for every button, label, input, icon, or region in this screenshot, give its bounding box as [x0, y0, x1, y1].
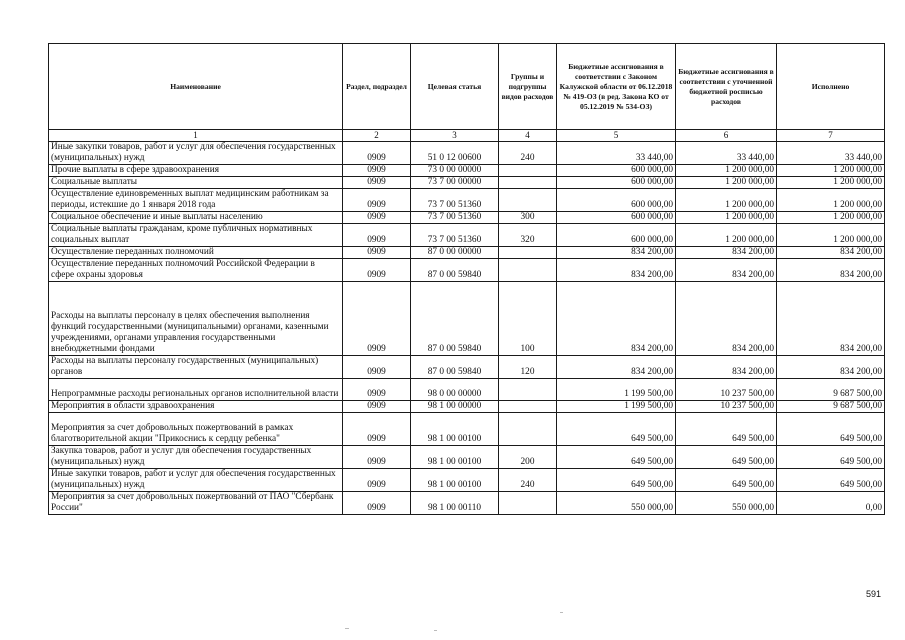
row-executed-amount: 834 200,00 — [777, 356, 885, 379]
row-group — [499, 177, 557, 189]
row-section: 0909 — [343, 356, 411, 379]
scan-speck — [345, 628, 349, 629]
row-name: Социальные выплаты — [49, 177, 343, 189]
row-executed-amount: 649 500,00 — [777, 446, 885, 469]
row-section: 0909 — [343, 492, 411, 515]
row-name: Закупка товаров, работ и услуг для обеспечения государственных (муниципальных) нужд — [49, 446, 343, 469]
row-executed-amount: 1 200 000,00 — [777, 165, 885, 177]
row-group — [499, 247, 557, 259]
table-row — [49, 165, 885, 177]
row-section: 0909 — [343, 413, 411, 446]
row-group: 200 — [499, 446, 557, 469]
row-section: 0909 — [343, 212, 411, 224]
table-body — [49, 142, 885, 515]
row-target: 73 7 00 51360 — [411, 212, 499, 224]
row-group — [499, 379, 557, 401]
row-refined-amount: 1 200 000,00 — [676, 165, 777, 177]
column-number-row — [49, 130, 885, 142]
row-section: 0909 — [343, 469, 411, 492]
row-executed-amount: 1 200 000,00 — [777, 189, 885, 212]
row-law-amount: 600 000,00 — [557, 165, 676, 177]
row-group — [499, 413, 557, 446]
row-section: 0909 — [343, 446, 411, 469]
row-name: Иные закупки товаров, работ и услуг для обеспечения государственных (муниципальных) нужд — [49, 142, 343, 165]
row-executed-amount: 0,00 — [777, 492, 885, 515]
row-law-amount: 600 000,00 — [557, 224, 676, 247]
column-number: 3 — [411, 130, 499, 142]
table-row — [49, 224, 885, 247]
row-refined-amount: 1 200 000,00 — [676, 212, 777, 224]
table-row — [49, 282, 885, 356]
row-target: 51 0 12 00600 — [411, 142, 499, 165]
row-target: 98 1 00 00000 — [411, 401, 499, 413]
row-executed-amount: 1 200 000,00 — [777, 212, 885, 224]
table-row — [49, 356, 885, 379]
column-number: 6 — [676, 130, 777, 142]
column-number: 5 — [557, 130, 676, 142]
row-section: 0909 — [343, 282, 411, 356]
table-row — [49, 247, 885, 259]
row-section: 0909 — [343, 177, 411, 189]
row-executed-amount: 1 200 000,00 — [777, 177, 885, 189]
table-row — [49, 177, 885, 189]
row-executed-amount: 649 500,00 — [777, 469, 885, 492]
header-name: Наименование — [49, 44, 343, 130]
row-name: Мероприятия за счет добровольных пожертвований от ПАО "Сбербанк России" — [49, 492, 343, 515]
table-row — [49, 446, 885, 469]
row-section: 0909 — [343, 247, 411, 259]
row-executed-amount: 834 200,00 — [777, 259, 885, 282]
row-executed-amount: 9 687 500,00 — [777, 379, 885, 401]
row-refined-amount: 834 200,00 — [676, 247, 777, 259]
scan-speck — [560, 612, 563, 613]
table-row — [49, 142, 885, 165]
row-refined-amount: 834 200,00 — [676, 259, 777, 282]
row-group: 240 — [499, 142, 557, 165]
row-target: 87 0 00 59840 — [411, 259, 499, 282]
row-name: Осуществление переданных полномочий — [49, 247, 343, 259]
row-law-amount: 1 199 500,00 — [557, 379, 676, 401]
row-group: 100 — [499, 282, 557, 356]
header-executed: Исполнено — [777, 44, 885, 130]
row-refined-amount: 1 200 000,00 — [676, 224, 777, 247]
row-refined-amount: 649 500,00 — [676, 469, 777, 492]
row-target: 98 1 00 00100 — [411, 413, 499, 446]
header-target: Целевая статья — [411, 44, 499, 130]
row-law-amount: 834 200,00 — [557, 282, 676, 356]
column-number: 7 — [777, 130, 885, 142]
row-target: 87 0 00 59840 — [411, 356, 499, 379]
table-row — [49, 212, 885, 224]
row-law-amount: 834 200,00 — [557, 247, 676, 259]
row-group: 120 — [499, 356, 557, 379]
row-executed-amount: 9 687 500,00 — [777, 401, 885, 413]
row-section: 0909 — [343, 379, 411, 401]
header-group: Группы и подгруппы видов расходов — [499, 44, 557, 130]
row-target: 98 1 00 00100 — [411, 446, 499, 469]
header-section: Раздел, подраздел — [343, 44, 411, 130]
row-target: 98 1 00 00110 — [411, 492, 499, 515]
page-number: 591 — [866, 589, 882, 599]
row-target: 73 7 00 51360 — [411, 189, 499, 212]
row-refined-amount: 649 500,00 — [676, 413, 777, 446]
row-law-amount: 834 200,00 — [557, 356, 676, 379]
row-law-amount: 600 000,00 — [557, 212, 676, 224]
table-header — [49, 44, 885, 142]
row-law-amount: 600 000,00 — [557, 177, 676, 189]
row-name: Мероприятия в области здравоохранения — [49, 401, 343, 413]
row-law-amount: 649 500,00 — [557, 446, 676, 469]
column-number: 2 — [343, 130, 411, 142]
row-name: Социальные выплаты гражданам, кроме публичных нормативных социальных выплат — [49, 224, 343, 247]
row-refined-amount: 649 500,00 — [676, 446, 777, 469]
row-section: 0909 — [343, 259, 411, 282]
row-law-amount: 834 200,00 — [557, 259, 676, 282]
row-executed-amount: 33 440,00 — [777, 142, 885, 165]
row-law-amount: 600 000,00 — [557, 189, 676, 212]
row-executed-amount: 834 200,00 — [777, 282, 885, 356]
row-law-amount: 550 000,00 — [557, 492, 676, 515]
row-name: Расходы на выплаты персоналу государственных (муниципальных) органов — [49, 356, 343, 379]
row-section: 0909 — [343, 142, 411, 165]
row-section: 0909 — [343, 224, 411, 247]
row-law-amount: 33 440,00 — [557, 142, 676, 165]
row-name: Непрограммные расходы региональных органов исполнительной власти — [49, 379, 343, 401]
table-row — [49, 189, 885, 212]
row-section: 0909 — [343, 401, 411, 413]
row-refined-amount: 834 200,00 — [676, 282, 777, 356]
row-refined-amount: 10 237 500,00 — [676, 401, 777, 413]
row-name: Осуществление единовременных выплат медицинским работникам за периоды, истекшие до 1 января 2018 года — [49, 189, 343, 212]
row-section: 0909 — [343, 165, 411, 177]
table-row — [49, 401, 885, 413]
row-name: Осуществление переданных полномочий Российской Федерации в сфере охраны здоровья — [49, 259, 343, 282]
row-name: Социальное обеспечение и иные выплаты населению — [49, 212, 343, 224]
row-group: 320 — [499, 224, 557, 247]
row-executed-amount: 649 500,00 — [777, 413, 885, 446]
row-refined-amount: 1 200 000,00 — [676, 189, 777, 212]
table-row — [49, 413, 885, 446]
row-group — [499, 259, 557, 282]
row-law-amount: 649 500,00 — [557, 413, 676, 446]
table-row — [49, 259, 885, 282]
scan-speck — [434, 630, 437, 631]
column-number: 1 — [49, 130, 343, 142]
budget-table — [48, 43, 885, 515]
column-number: 4 — [499, 130, 557, 142]
table-row — [49, 492, 885, 515]
row-group — [499, 189, 557, 212]
row-target: 87 0 00 00000 — [411, 247, 499, 259]
table-row — [49, 469, 885, 492]
row-refined-amount: 834 200,00 — [676, 356, 777, 379]
row-section: 0909 — [343, 189, 411, 212]
row-group — [499, 492, 557, 515]
row-group: 240 — [499, 469, 557, 492]
row-law-amount: 649 500,00 — [557, 469, 676, 492]
row-name: Расходы на выплаты персоналу в целях обеспечения выполнения функций государственными (муниципальными) органами, казенными учреждениями, органами управления государственными внебюджетными фондами — [49, 282, 343, 356]
row-target: 98 1 00 00100 — [411, 469, 499, 492]
row-target: 87 0 00 59840 — [411, 282, 499, 356]
row-law-amount: 1 199 500,00 — [557, 401, 676, 413]
row-refined-amount: 10 237 500,00 — [676, 379, 777, 401]
row-refined-amount: 550 000,00 — [676, 492, 777, 515]
row-target: 73 0 00 00000 — [411, 165, 499, 177]
row-refined-amount: 1 200 000,00 — [676, 177, 777, 189]
table-row — [49, 379, 885, 401]
row-name: Мероприятия за счет добровольных пожертвований в рамках благотворительной акции "Прикоснись к сердцу ребенка" — [49, 413, 343, 446]
row-target: 73 7 00 51360 — [411, 224, 499, 247]
row-group — [499, 165, 557, 177]
row-name: Прочие выплаты в сфере здравоохранения — [49, 165, 343, 177]
row-refined-amount: 33 440,00 — [676, 142, 777, 165]
row-executed-amount: 1 200 000,00 — [777, 224, 885, 247]
row-group: 300 — [499, 212, 557, 224]
header-law: Бюджетные ассигнования в соответствии с Законом Калужской области от 06.12.2018 № 419-ОЗ (в ред. Закона КО от 05.12.2019 № 534-ОЗ) — [557, 44, 676, 130]
header-refined: Бюджетные ассигнования в соответствии с уточненной бюджетной росписью расходов — [676, 44, 777, 130]
row-target: 73 7 00 00000 — [411, 177, 499, 189]
row-name: Иные закупки товаров, работ и услуг для обеспечения государственных (муниципальных) нужд — [49, 469, 343, 492]
row-executed-amount: 834 200,00 — [777, 247, 885, 259]
row-group — [499, 401, 557, 413]
row-target: 98 0 00 00000 — [411, 379, 499, 401]
